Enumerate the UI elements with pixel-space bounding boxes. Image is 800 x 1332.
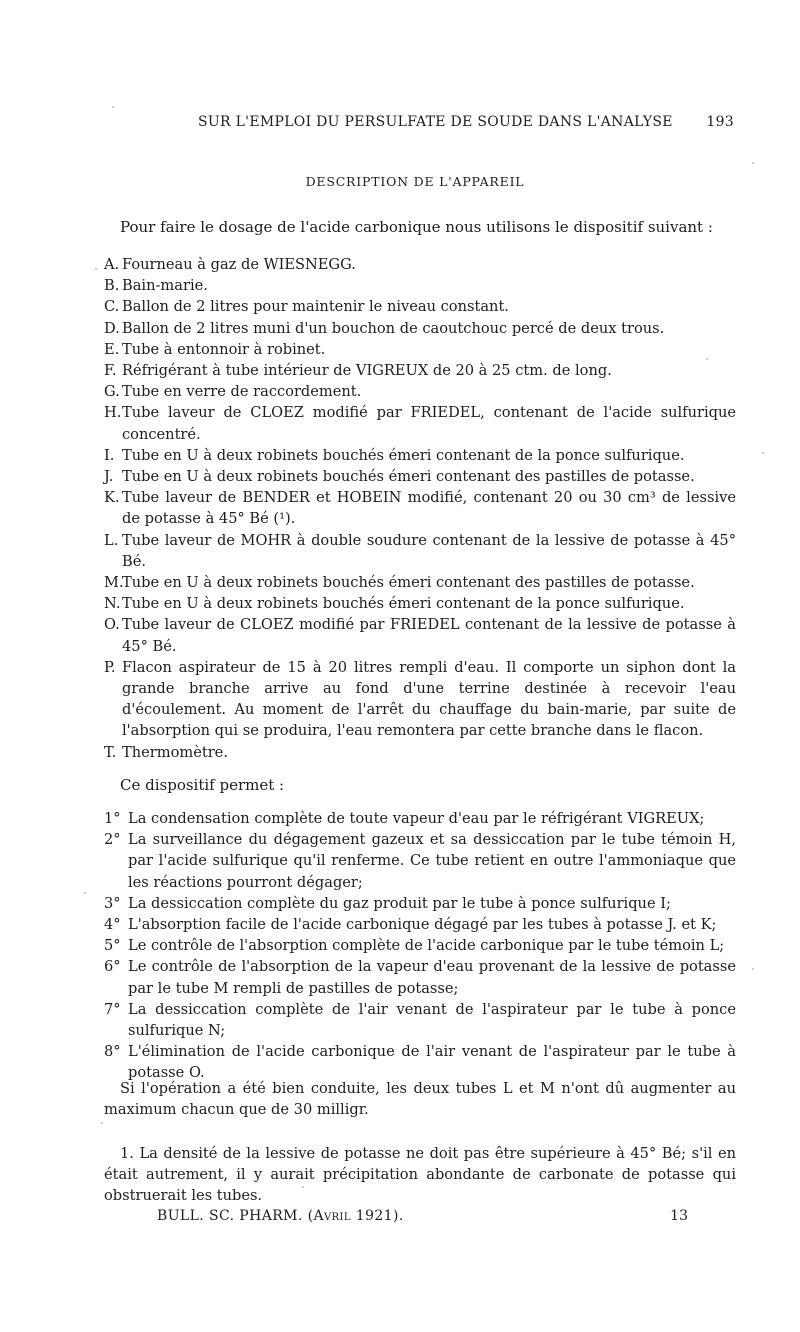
apparatus-text: Tube laveur de BENDER et HOBEIN modifié, contenant 20 ou 30 cm³ de lessive de potasse à 45° Bé (¹). (122, 489, 736, 528)
apparatus-item (104, 614, 736, 656)
apparatus-item (104, 593, 736, 614)
apparatus-letter: T. (104, 743, 117, 761)
apparatus-letter: E. (104, 340, 120, 358)
journal-reference: BULL. SC. PHARM. (Avril 1921). (157, 1208, 404, 1224)
apparatus-text: Ballon de 2 litres pour maintenir le niveau constant. (122, 298, 509, 316)
apparatus-text: Tube en verre de raccordement. (122, 383, 362, 401)
apparatus-letter: M. (104, 574, 124, 592)
section-title (0, 174, 800, 189)
apparatus-letter: I. (104, 446, 115, 464)
function-number: 2° (104, 831, 121, 849)
section-title-text: DESCRIPTION DE L'APPAREIL (305, 174, 525, 189)
function-number: 7° (104, 1000, 121, 1018)
function-number: 1° (104, 810, 121, 827)
function-item (104, 914, 736, 935)
apparatus-letter: B. (104, 277, 120, 295)
apparatus-text: Tube laveur de CLOEZ modifié par FRIEDEL, contenant de l'acide sulfurique concentré. (122, 404, 736, 443)
apparatus-letter: D. (104, 319, 120, 337)
function-number: 3° (104, 894, 121, 912)
apparatus-item (104, 466, 736, 487)
function-item (104, 935, 736, 956)
function-text: Le contrôle de l'absorption complète de l'acide carbonique par le tube témoin L; (128, 937, 725, 955)
function-item (104, 893, 736, 914)
apparatus-text: Ballon de 2 litres muni d'un bouchon de caoutchouc percé de deux trous. (122, 319, 665, 337)
apparatus-letter: N. (104, 595, 121, 613)
apparatus-letter: K. (104, 489, 120, 507)
apparatus-text: Tube laveur de CLOEZ modifié par FRIEDEL contenant de la lessive de potasse à 45° Bé. (122, 616, 736, 655)
apparatus-item (104, 572, 736, 593)
apparatus-item (104, 318, 736, 339)
signature-mark: 13 (670, 1208, 688, 1224)
apparatus-letter: O. (104, 616, 120, 634)
apparatus-text: Tube en U à deux robinets bouchés émeri contenant des pastilles de potasse. (122, 468, 695, 486)
apparatus-letter: J. (104, 468, 114, 486)
page-number: 193 (706, 114, 734, 130)
page-footer (157, 1208, 688, 1230)
scan-speck (112, 106, 114, 108)
functions-intro: Ce dispositif permet : (120, 776, 285, 794)
apparatus-text: Tube en U à deux robinets bouchés émeri contenant de la ponce sulfurique. (122, 595, 685, 613)
function-number: 4° (104, 916, 121, 934)
apparatus-letter: A. (104, 256, 120, 273)
scan-speck (84, 892, 86, 894)
scan-speck (95, 268, 97, 270)
apparatus-text: Fourneau à gaz de WIESNEGG. (122, 256, 356, 273)
apparatus-letter: C. (104, 298, 120, 316)
apparatus-letter: F. (104, 362, 117, 380)
apparatus-text: Flacon aspirateur de 15 à 20 litres rempli d'eau. Il comporte un siphon dont la grande branche arrive au fond d'une terrine destinée à recevoir l'eau d'écoulement. Au moment de l'arrêt du chauffage du bain-marie, par suite de l'absorption qui se produira, l'eau remontera par cette branche dans le flacon. (122, 658, 736, 740)
function-text: La condensation complète de toute vapeur d'eau par le réfrigérant VIGREUX; (128, 810, 705, 827)
apparatus-text: Tube en U à deux robinets bouchés émeri contenant des pastilles de potasse. (122, 574, 695, 592)
apparatus-text: Thermomètre. (122, 743, 228, 761)
apparatus-text: Tube en U à deux robinets bouchés émeri contenant de la ponce sulfurique. (122, 446, 685, 464)
apparatus-text: Réfrigérant à tube intérieur de VIGREUX de 20 à 25 ctm. de long. (122, 362, 612, 380)
apparatus-text: Tube à entonnoir à robinet. (122, 340, 326, 358)
apparatus-item (104, 339, 736, 360)
scan-speck (752, 968, 754, 970)
apparatus-item (104, 275, 736, 296)
scan-speck (706, 358, 708, 360)
function-number: 5° (104, 937, 121, 955)
conclusion-paragraph: Si l'opération a été bien conduite, les deux tubes L et M n'ont dû augmenter au maximum chacun que de 30 milligr. (104, 1080, 736, 1119)
function-text: L'élimination de l'acide carbonique de l'air venant de l'aspirateur par le tube à potasse O. (128, 1043, 736, 1082)
running-title: SUR L'EMPLOI DU PERSULFATE DE SOUDE DANS L'ANALYSE (198, 114, 673, 130)
apparatus-item (104, 296, 736, 317)
apparatus-letter: L. (104, 531, 119, 549)
function-text: La dessiccation complète du gaz produit par le tube à ponce sulfurique I; (128, 894, 671, 912)
apparatus-item (104, 402, 736, 444)
scan-speck (752, 162, 754, 164)
apparatus-item (104, 254, 736, 275)
apparatus-item (104, 487, 736, 529)
apparatus-item (104, 360, 736, 381)
apparatus-text: Bain-marie. (122, 277, 208, 295)
apparatus-list (104, 254, 736, 763)
function-item (104, 808, 736, 829)
function-text: L'absorption facile de l'acide carbonique dégagé par les tubes à potasse J. et K; (128, 916, 717, 934)
apparatus-letter: P. (104, 658, 116, 676)
apparatus-item (104, 445, 736, 466)
functions-list (104, 808, 736, 1084)
function-item (104, 956, 736, 998)
function-item (104, 999, 736, 1041)
apparatus-item (104, 742, 736, 763)
scan-speck (302, 1186, 304, 1188)
function-text: La dessiccation complète de l'air venant de l'aspirateur par le tube à ponce sulfurique N; (128, 1000, 736, 1040)
apparatus-item (104, 381, 736, 402)
apparatus-item (104, 657, 736, 742)
apparatus-letter: H. (104, 404, 122, 422)
apparatus-text: Tube laveur de MOHR à double soudure contenant de la lessive de potasse à 45° Bé. (122, 531, 736, 570)
function-text: Le contrôle de l'absorption de la vapeur d'eau provenant de la lessive de potasse par le tube M rempli de pastilles de potasse; (128, 958, 736, 997)
function-number: 8° (104, 1043, 121, 1061)
function-text: La surveillance du dégagement gazeux et sa dessiccation par le tube témoin H, par l'acide sulfurique qu'il renferme. Ce tube retient en outre l'ammoniaque que les réactions pourront dégager; (128, 831, 736, 891)
intro-paragraph: Pour faire le dosage de l'acide carbonique nous utilisons le dispositif suivant : (120, 218, 713, 236)
scan-speck (101, 1122, 103, 1124)
footnote: 1. La densité de la lessive de potasse ne doit pas être supérieure à 45° Bé; s'il en était autrement, il y aurait précipitation abondante de carbonate de potasse qui obstruerait les tubes. (104, 1145, 736, 1205)
function-item (104, 829, 736, 893)
running-header (198, 114, 734, 136)
scan-speck (762, 452, 764, 454)
function-number: 6° (104, 958, 121, 976)
apparatus-item (104, 530, 736, 572)
apparatus-letter: G. (104, 383, 120, 401)
